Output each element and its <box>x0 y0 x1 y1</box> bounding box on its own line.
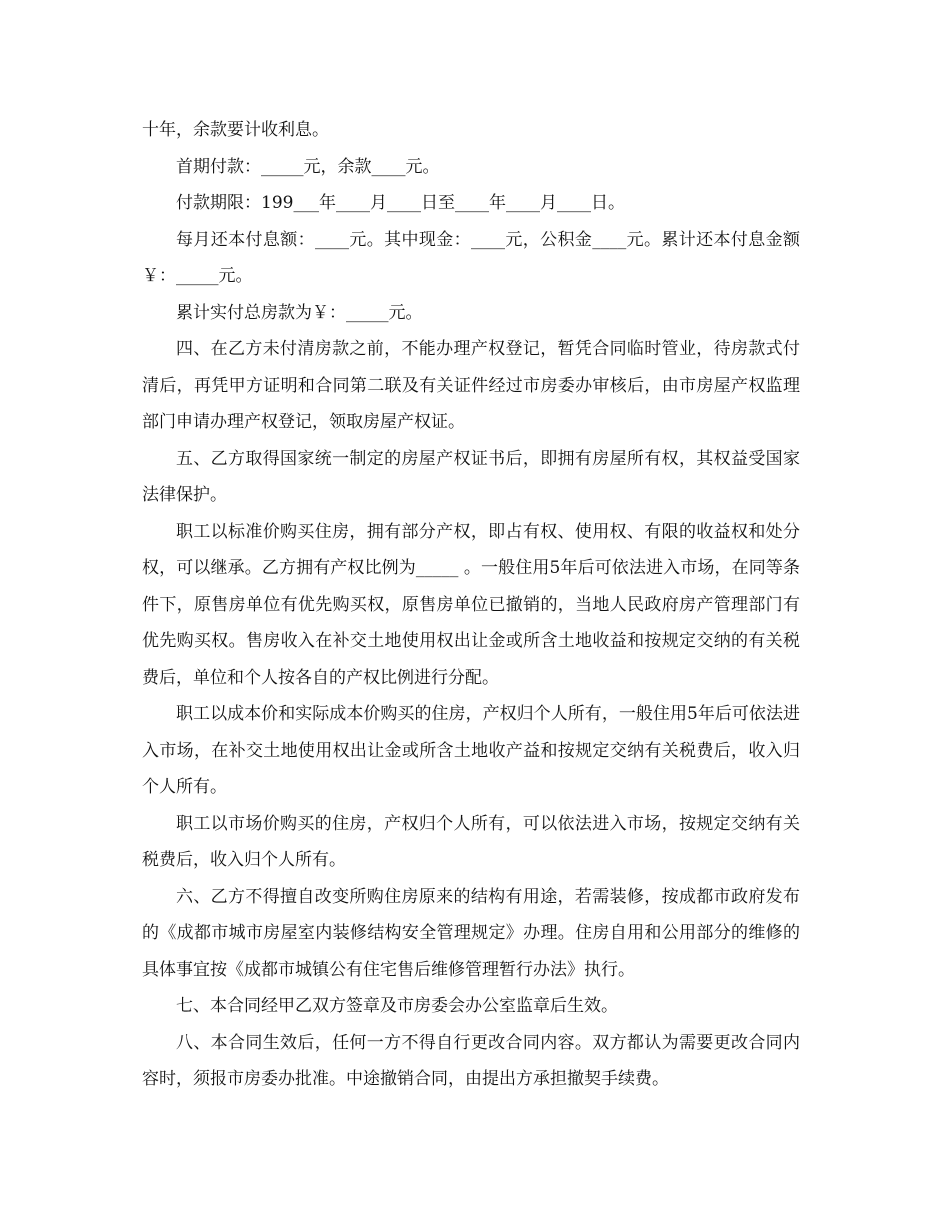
paragraph-total-paid: 累计实付总房款为￥：_____元。 <box>176 302 423 323</box>
paragraph-monthly-repayment: 每月还本付息额：____元。其中现金：____元，公积金____元。累计还本付息金额￥：_____元。 <box>142 229 800 286</box>
paragraph-clause-seven: 七、本合同经甲乙双方签章及市房委会办公室监章后生效。 <box>176 996 618 1016</box>
paragraph-cost-price: 职工以成本价和实际成本价购买的住房，产权归个人所有，一般住用5年后可依法进入市场，在补交土地使用权出让金或所含土地收产益和按规定交纳有关税费后，收入归个人所有。 <box>142 704 800 797</box>
paragraph-clause-six: 六、乙方不得擅自改变所购住房原来的结构有用途，若需装修，按成都市政府发布的《成都市城市房屋室内装修结构安全管理规定》办理。住房自用和公用部分的维修的具体事宜按《成都市城镇公有住宅售后维修管理暂行办法》执行。 <box>142 886 800 980</box>
paragraph-standard-price: 职工以标准价购买住房，拥有部分产权，即占有权、使用权、有限的收益权和处分权，可以继承。乙方拥有产权比例为_____ 。一般住用5年后可依法进入市场，在同等条件下，原售房单位有优先购买权，原售房单位已撤销的，当地人民政府房产管理部门有优先购买权。售房收入在补交土地使用权出让金或所含土地收益和按规定交纳的有关税费后，单位和个人按各自的产权比例进行分配。 <box>142 521 800 688</box>
paragraph-market-price: 职工以市场价购买的住房，产权归个人所有，可以依法进入市场，按规定交纳有关税费后，收入归个人所有。 <box>142 813 800 870</box>
paragraph-payment-period: 付款期限：199___年____月____日至____年____月____日。 <box>176 193 625 213</box>
paragraph-first-payment: 首期付款：_____元，余款____元。 <box>176 156 440 177</box>
paragraph-clause-five: 五、乙方取得国家统一制定的房屋产权证书后，即拥有房屋所有权，其权益受国家法律保护。 <box>142 448 800 505</box>
paragraph-remaining-interest: 十年，余款要计收利息。 <box>142 120 329 140</box>
document-body <box>142 112 800 1098</box>
paragraph-clause-eight: 八、本合同生效后，任何一方不得自行更改合同内容。双方都认为需要更改合同内容时，须报市房委办批准。中途撤销合同，由提出方承担撤契手续费。 <box>142 1032 800 1089</box>
paragraph-clause-four: 四、在乙方未付清房款之前，不能办理产权登记，暂凭合同临时管业，待房款式付清后，再凭甲方证明和合同第二联及有关证件经过市房委办审核后，由市房屋产权监理部门申请办理产权登记，领取房屋产权证。 <box>142 339 800 432</box>
